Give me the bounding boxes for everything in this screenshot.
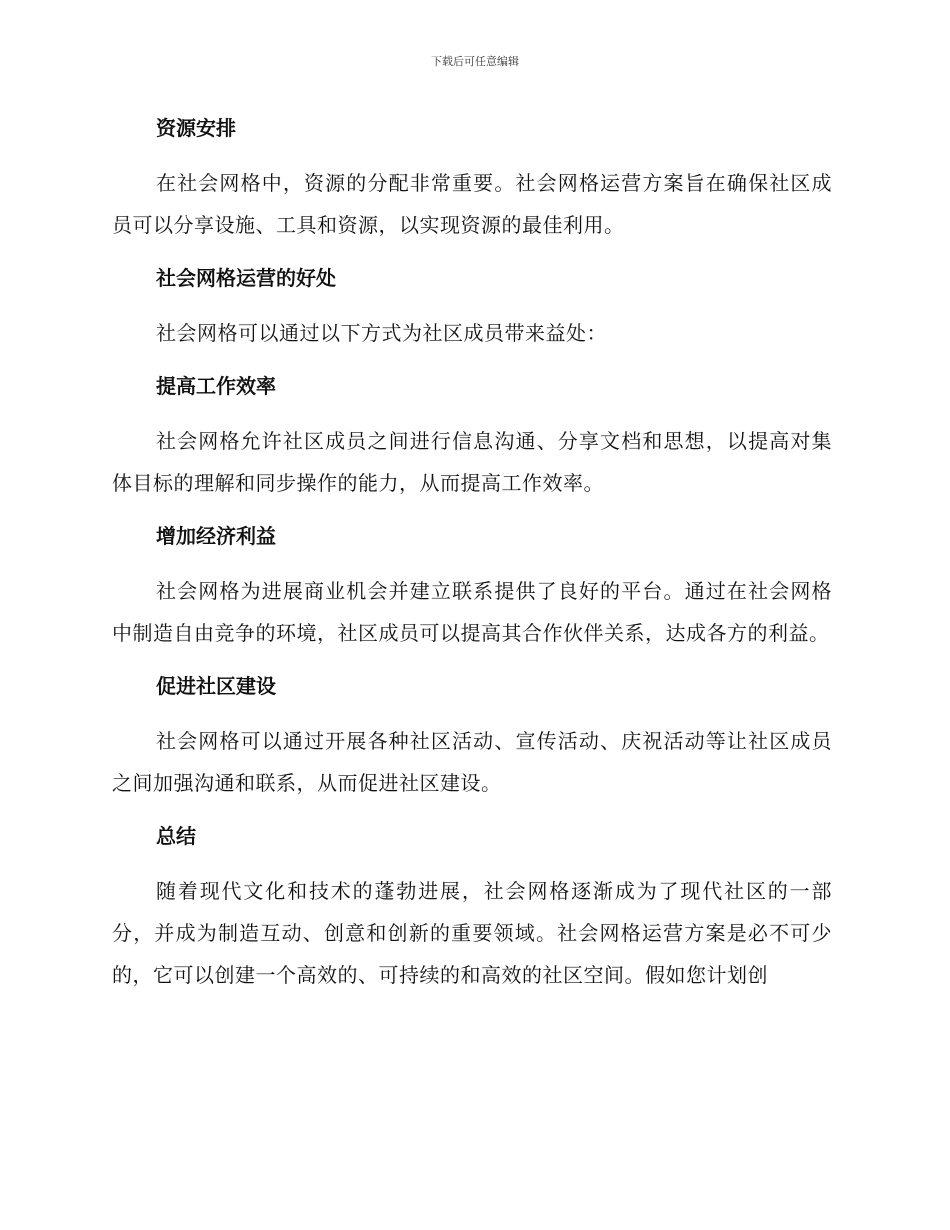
page-header-note: 下载后可任意编辑	[431, 55, 519, 68]
section-paragraph-resource-arrangement: 在社会网格中，资源的分配非常重要。社会网格运营方案旨在确保社区成员可以分享设施、工具和资源，以实现资源的最佳利用。	[112, 171, 832, 237]
section-paragraph-summary: 随着现代文化和技术的蓬勃进展，社会网格逐渐成为了现代社区的一部分，并成为制造互动、创意和创新的重要领域。社会网格运营方案是必不可少的，它可以创建一个高效的、可持续的和高效的社区空间。假如您计划创	[112, 879, 832, 987]
section-paragraph-efficiency: 社会网格允许社区成员之间进行信息沟通、分享文档和思想，以提高对集体目标的理解和同步操作的能力，从而提高工作效率。	[112, 429, 832, 495]
document-body	[112, 108, 832, 996]
section-heading-benefits: 社会网格运营的好处	[156, 266, 336, 290]
section-heading-community-building: 促进社区建设	[156, 674, 276, 698]
section-heading-efficiency: 提高工作效率	[156, 374, 276, 398]
section-heading-summary: 总结	[156, 824, 196, 848]
section-heading-economic-benefits: 增加经济利益	[156, 524, 276, 548]
section-paragraph-community-building: 社会网格可以通过开展各种社区活动、宣传活动、庆祝活动等让社区成员之间加强沟通和联系，从而促进社区建设。	[112, 729, 832, 795]
section-paragraph-economic-benefits: 社会网格为进展商业机会并建立联系提供了良好的平台。通过在社会网格中制造自由竞争的环境，社区成员可以提高其合作伙伴关系，达成各方的利益。	[112, 579, 832, 645]
section-heading-resource-arrangement: 资源安排	[156, 116, 236, 140]
section-paragraph-benefits: 社会网格可以通过以下方式为社区成员带来益处：	[156, 321, 607, 345]
